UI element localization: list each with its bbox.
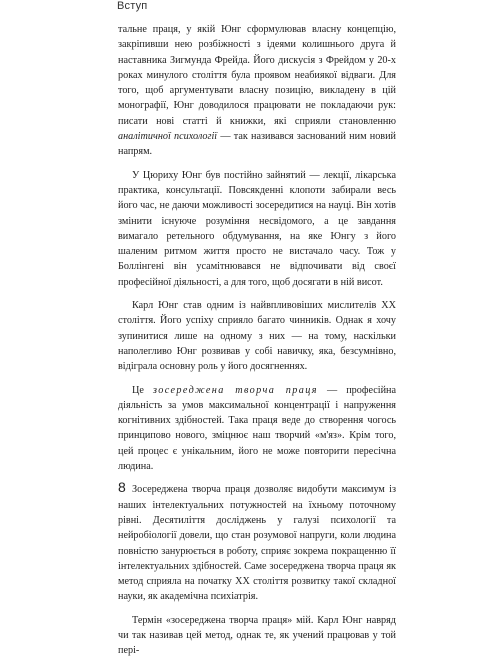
paragraph-3: Карл Юнг став одним із найвпливовіших мислителів XX століття. Його успіху сприяло багато чинників. Однак я хочу зупинитися лише на одному з них — на тому, наскільки наполегливо Юнг розвивав у собі навичку, яка, безсумнівно, відіграла основну роль у його досягненнях. <box>118 300 396 373</box>
page-number: 8 <box>118 479 126 495</box>
paragraph-5: Зосереджена творча праця дозволяє видобути максимум із наших інтелектуальних потужностей на їхньому поточному рівні. Десятиліття досліджень у галузі психології та нейробіології довели, що стан розумової напруги, коли людина повністю занурюється в роботу, сприяє зокрема покращенню її інтелектуальних здібностей. Саме зосереджена творча праця як метод сприяла на початку XX століття розвитку такої складної науки, як академічна психіатрія. <box>118 484 396 603</box>
paragraph-1-tail: — так називався заснований ним новий напрям. <box>118 131 396 158</box>
running-header: Вступ <box>117 0 148 12</box>
paragraph-1-text: тальне праця, у якій Юнг сформулював власну концепцію, закріпивши нею розбіжності з ідеями колишнього друга й наставника Зигмунда Фрейда. Його дискусія з Фрейдом у 20-х роках минулого століття була проявом неабиякої відваги. Для того, щоб аргументувати власну позицію, викладену в цій монографії, Юнг доводилося працювати не покладаючи рук: писати нові статті й книжки, які сприяли становленню <box>118 24 396 127</box>
paragraph-4-emphasis: зосереджена творча праця <box>152 384 318 396</box>
paragraph-6: Термін «зосереджена творча праця» мій. Карл Юнг навряд чи так називав цей метод, однак те, як учений працював у той пері- <box>118 614 396 657</box>
paragraph-1-emphasis: аналітичної психології <box>118 131 218 143</box>
paragraph-4-lead: Це <box>132 384 144 396</box>
paragraph-4 <box>118 383 396 475</box>
page-body <box>118 22 396 667</box>
paragraph-1 <box>118 22 396 160</box>
paragraph-2: У Цюриху Юнг був постійно зайнятий — лекції, лікарська практика, консультації. Повсякденні клопоти забирали весь його час, не даючи можливості зосередитися на науці. Він хотів змінити існуюче розуміння несвідомого, а це завдання вимагало ретельного обдумування, на яке Юнгу з його шаленим ритмом життя просто не вистачало часу. Тож у Боллінгені він усамітнювався не відпочивати від своєї професійної діяльності, а для того, щоб досягати в ній висот. <box>118 169 396 288</box>
paragraph-4-text: — професійна діяльність за умов максимальної концентрації і напруження когнітивних здібностей. Така праця веде до створення чогось принципово нового, зміцнює наш творчий «м'яз». Крім того, цей процес є унікальним, його не може повторити пересічна людина. <box>118 384 396 473</box>
